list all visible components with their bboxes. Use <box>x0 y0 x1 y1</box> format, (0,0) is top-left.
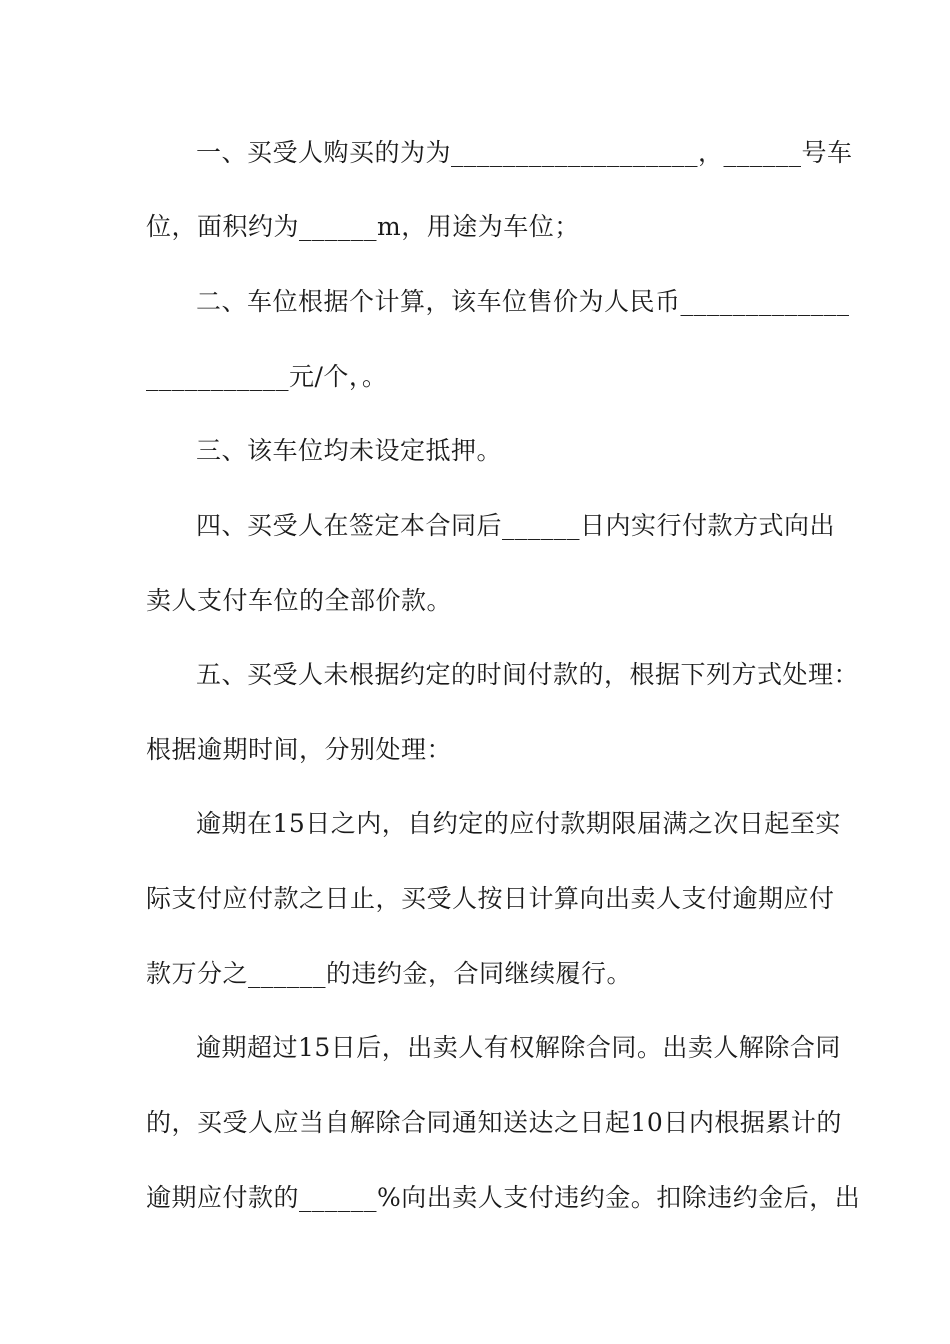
overdue-over-15-line-2: 的，买受人应当自解除合同通知送达之日起10日内根据累计的 <box>146 1108 842 1137</box>
overdue-within-15-line-3: 款万分之______的违约金，合同继续履行。 <box>146 959 633 988</box>
overdue-within-15-line-1: 逾期在15日之内，自约定的应付款期限届满之次日起至实 <box>196 809 841 838</box>
clause-2-line-1: 二、车位根据个计算，该车位售价为人民币_____________ <box>196 287 850 316</box>
overdue-within-15-line-2: 际支付应付款之日止，买受人按日计算向出卖人支付逾期应付 <box>146 884 835 913</box>
clause-1-line-2: 位，面积约为______m，用途为车位； <box>146 212 580 241</box>
clause-5-line-1: 五、买受人未根据约定的时间付款的，根据下列方式处理： <box>196 660 860 689</box>
clause-3-line-1: 三、该车位均未设定抵押。 <box>196 436 503 465</box>
clause-2-line-2: ___________元/个，。 <box>146 362 388 391</box>
clause-5-line-2: 根据逾期时间，分别处理： <box>146 735 453 764</box>
overdue-over-15-line-1: 逾期超过15日后，出卖人有权解除合同。出卖人解除合同 <box>196 1033 841 1062</box>
clause-1-line-1: 一、买受人购买的为为___________________，______号车 <box>196 138 853 167</box>
clause-4-line-2: 卖人支付车位的全部价款。 <box>146 586 453 615</box>
overdue-over-15-line-3: 逾期应付款的______%向出卖人支付违约金。扣除违约金后，出 <box>146 1183 861 1212</box>
clause-4-line-1: 四、买受人在签定本合同后______日内实行付款方式向出 <box>196 511 836 540</box>
